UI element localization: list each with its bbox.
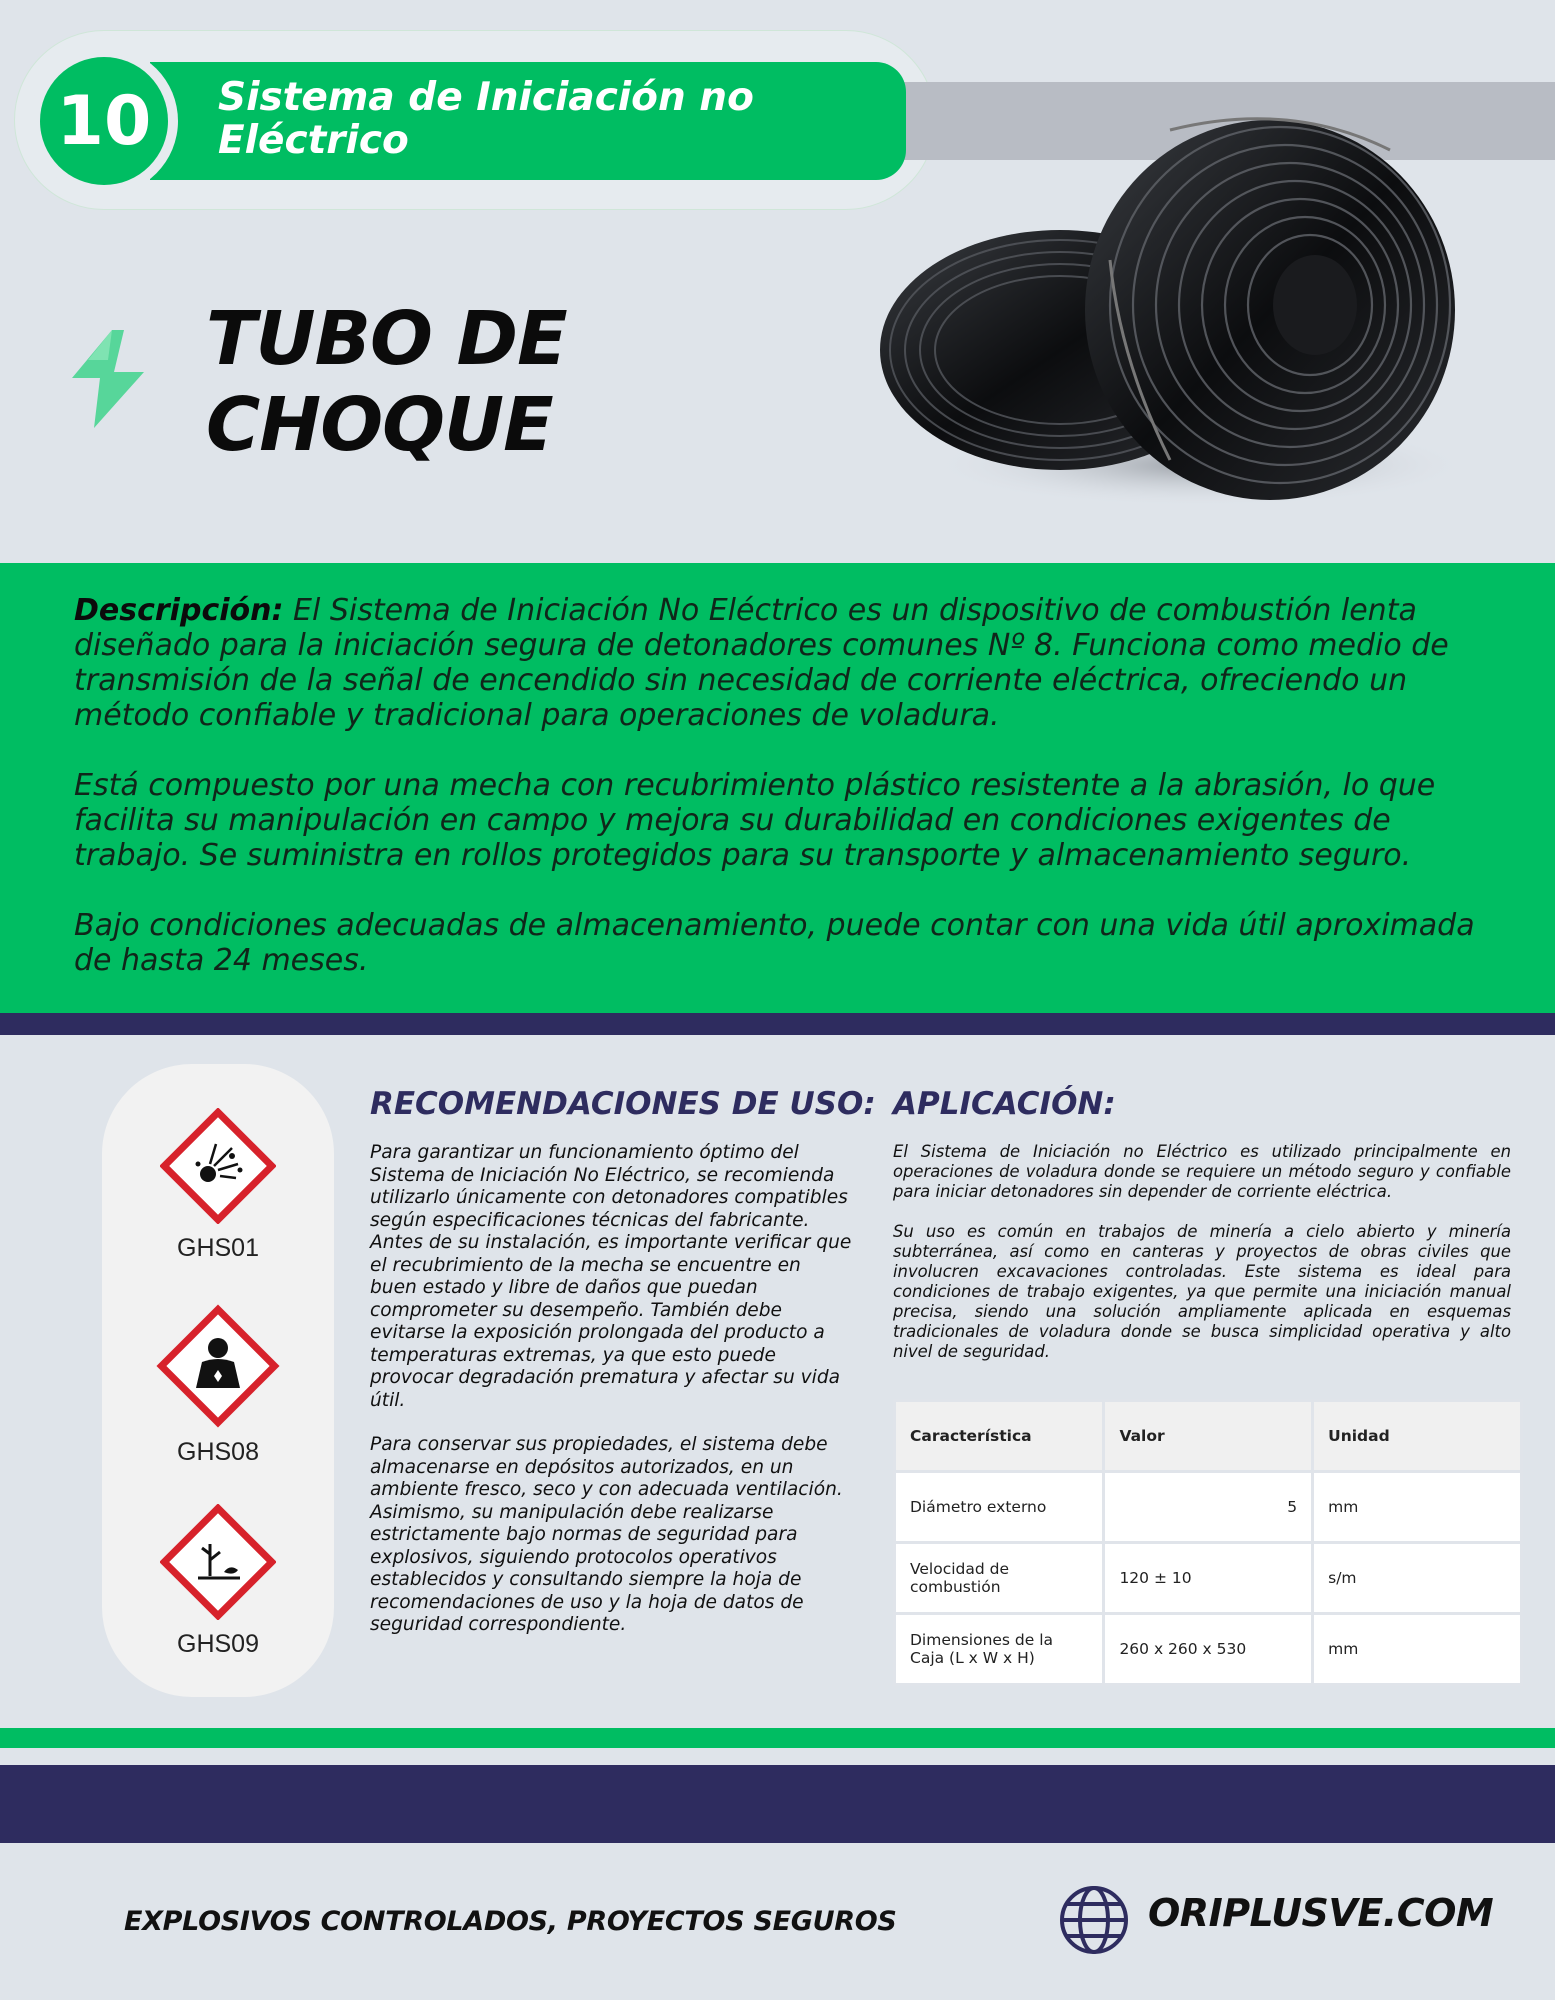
recommendations-text [370,1142,852,1659]
ghs09-label: GHS09 [177,1630,259,1658]
header-title: Sistema de Iniciación no Eléctrico [218,75,754,163]
table-header-row [895,1401,1522,1472]
table-cell: 260 x 260 x 530 [1104,1614,1313,1685]
description-section [0,563,1555,1013]
table-cell: Dimensiones de la Caja (L x W x H) [895,1614,1104,1685]
table-cell: Velocidad de combustión [895,1543,1104,1614]
ghs08-label: GHS08 [177,1438,259,1466]
recommendations-heading: RECOMENDACIONES DE USO: [370,1086,876,1122]
application-paragraph-1: El Sistema de Iniciación no Eléctrico es utilizado principalmente en operaciones de voladura donde se requiere un método seguro y confiable para iniciar detonadores sin depender de corriente eléctrica. [893,1142,1511,1201]
description-paragraph-3: Bajo condiciones adecuadas de almacenamiento, puede contar con una vida útil aproximada de hasta 24 meses. [74,908,1475,978]
table-row [895,1472,1522,1543]
ghs01-item [102,1108,334,1263]
description-paragraph-1 [74,593,1494,733]
ghs-pictogram-panel [102,1064,334,1697]
health-hazard-icon [156,1304,280,1428]
green-divider [0,1728,1555,1748]
product-title-line-1: TUBO DE [206,296,567,382]
section-number: 10 [40,57,168,185]
footer-slogan: EXPLOSIVOS CONTROLADOS, PROYECTOS SEGUROS [124,1906,897,1937]
table-row [895,1614,1522,1685]
exploding-bomb-icon [160,1108,276,1224]
table-row [895,1543,1522,1614]
product-title-line-2: CHOQUE [206,382,553,468]
description-text [74,593,1494,1013]
specifications-table [893,1399,1523,1686]
recommendations-paragraph-2: Para conservar sus propiedades, el sistema debe almacenarse en depósitos autorizados, en un ambiente fresco, seco y con adecuada ventilación. Asimismo, su manipulación debe realizarse estrictamente bajo normas de seguridad para explosivos, siguiendo protocolos operativos establecidos y consultando siempre la hoja de recomendaciones de uso y la hoja de datos de seguridad correspondiente. [370,1434,843,1635]
application-paragraph-2: Su uso es común en trabajos de minería a cielo abierto y minería subterránea, así como en canteras y proyectos de obras civiles que involucren excavaciones controladas. Este sistema es ideal para condiciones de trabajo exigentes, ya que permite una iniciación manual precisa, siendo una solución ampliamente aplicada en esquemas tradicionales de voladura donde se busca simplicidad operativa y alto nivel de seguridad. [893,1222,1511,1361]
table-cell: mm [1313,1614,1522,1685]
description-p1-text: El Sistema de Iniciación No Eléctrico es un dispositivo de combustión lenta diseñado para la iniciación segura de detonadores comunes Nº 8. Funciona como medio de transmisión de la señal de encendido sin necesidad de corriente eléctrica, ofreciendo un método confiable y tradicional para operaciones de voladura. [74,593,1449,733]
table-header-characteristic: Característica [895,1401,1104,1472]
navy-footer-band [0,1765,1555,1843]
description-paragraph-2: Está compuesto por una mecha con recubrimiento plástico resistente a la abrasión, lo que facilita su manipulación en campo y mejora su durabilidad en condiciones exigentes de trabajo. Se suministra en rollos protegidos para su transporte y almacenamiento seguro. [74,768,1436,873]
ghs01-label: GHS01 [177,1234,259,1262]
table-cell: mm [1313,1472,1522,1543]
application-text [893,1142,1511,1382]
shock-tube-rolls-image [870,60,1480,520]
environment-icon [160,1504,276,1620]
recommendations-paragraph-1: Para garantizar un funcionamiento óptimo del Sistema de Iniciación No Eléctrico, se recomienda utilizarlo únicamente con detonadores compatibles según especificaciones técnicas del fabricante. Antes de su instalación, es importante verificar que el recubrimiento de la mecha se encuentre en buen estado y libre de daños que puedan comprometer su desempeño. También debe evitarse la exposición prolongada del producto a temperaturas extremas, ya que esto puede provocar degradación prematura y afectar su vida útil. [370,1142,852,1411]
website-link[interactable]: ORIPLUSVE.COM [1148,1891,1494,1935]
globe-icon [1058,1884,1130,1956]
table-cell: Diámetro externo [895,1472,1104,1543]
product-title [206,296,567,468]
table-cell: 5 [1104,1472,1313,1543]
description-label: Descripción: [74,593,284,628]
table-header-unit: Unidad [1313,1401,1522,1472]
ghs08-item [102,1304,334,1467]
navy-divider [0,1013,1555,1035]
table-cell: s/m [1313,1543,1522,1614]
table-header-value: Valor [1104,1401,1313,1472]
table-cell: 120 ± 10 [1104,1543,1313,1614]
application-heading: APLICACIÓN: [893,1086,1116,1122]
lightning-bolt-icon [72,330,144,428]
ghs09-item [102,1504,334,1659]
